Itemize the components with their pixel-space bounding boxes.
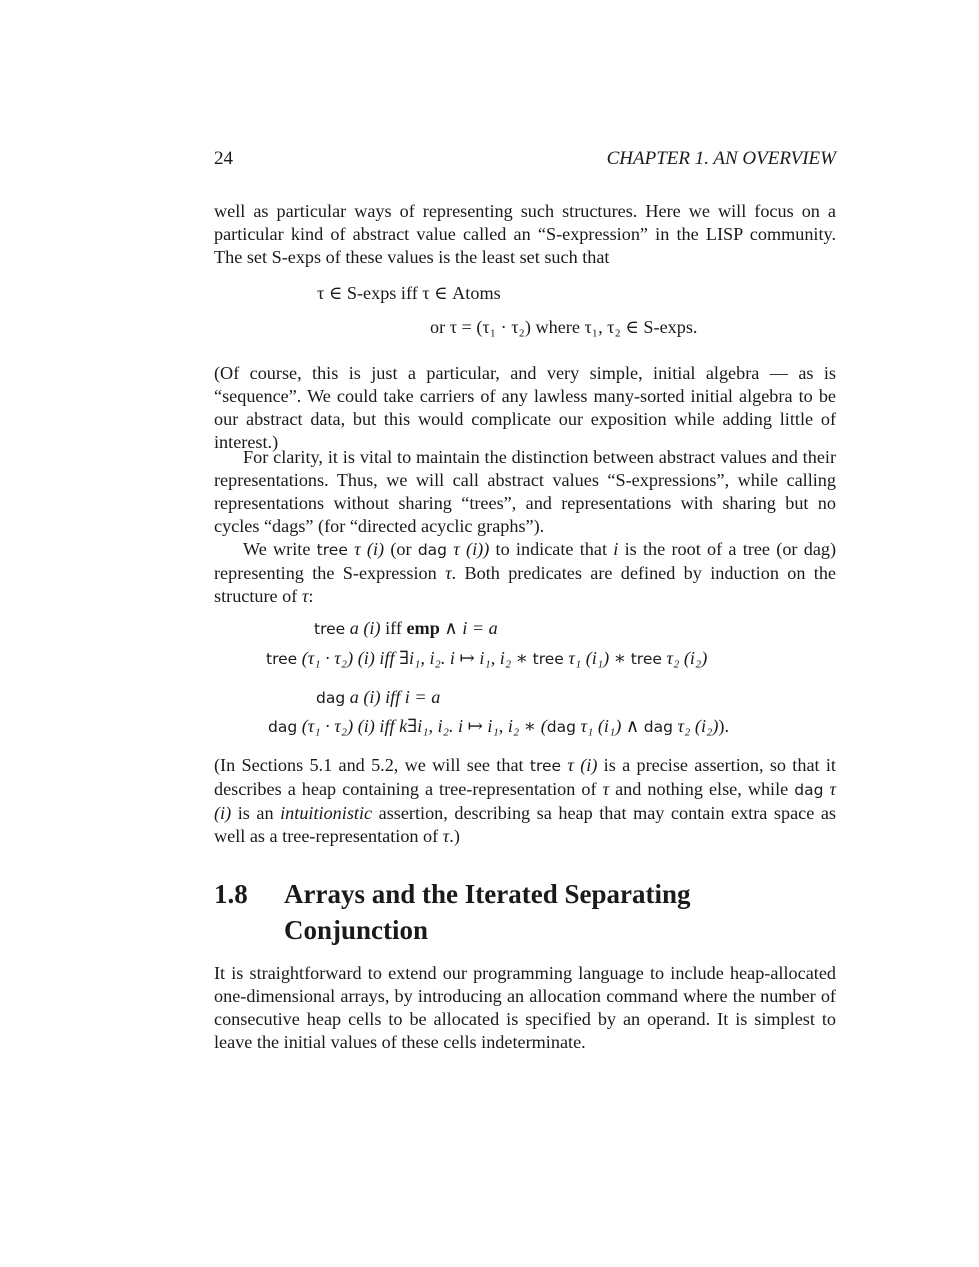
p4-text-c: is the root of a tree (or dag) representing the S-expression (214, 539, 837, 583)
tree-args: τ (i) (354, 539, 385, 559)
dag-predicate: dag (546, 718, 576, 736)
tree-predicate: tree (532, 650, 564, 668)
tree-predicate: tree (314, 620, 346, 638)
tree-predicate: tree (529, 757, 562, 775)
p5-text-d: is an (231, 803, 281, 823)
and-operator: ∧ (621, 716, 644, 736)
running-head: CHAPTER 1. AN OVERVIEW (606, 148, 836, 169)
p5-text-f: assertion, describing sa heap that may contain extra space as well as a tree-representation of (214, 803, 836, 846)
tree-predicate: tree (630, 650, 662, 668)
or-text: (or (390, 539, 412, 559)
tree-pair-definition (266, 647, 707, 671)
p5-text-b: is a precise assertion, so that it describes a heap containing a tree-representation of (214, 755, 836, 799)
atom-args: a (i) (349, 687, 381, 707)
section-number: 1.8 (214, 879, 248, 909)
intuitionistic-word: intuitionistic (280, 803, 373, 823)
pair-args: (τ₁ · τ₂) (i) (301, 648, 375, 668)
iff-text: iff (380, 618, 407, 638)
tau2-args: τ₂ (i₂) (666, 648, 708, 668)
p4-text-d: . Both predicates are defined by induction on the structure of (214, 563, 836, 606)
dag-predicate: dag (316, 689, 346, 707)
tau-variable: τ (301, 586, 309, 606)
tau2-args: τ₂ (i₂) (677, 716, 719, 736)
tau-variable: τ (445, 563, 452, 583)
dag-predicate: dag (794, 781, 824, 799)
emp-keyword: emp (406, 618, 440, 638)
p5-text-c: and nothing else, while (609, 779, 795, 799)
dag-pair-definition (268, 715, 729, 739)
tau1-args: τ₁ (i₁) (580, 716, 622, 736)
tree-pair-rhs: iff ∃i₁, i₂. i ↦ i₁, i₂ ∗ (374, 648, 533, 668)
dag-predicate: dag (643, 718, 673, 736)
page-number: 24 (214, 148, 233, 169)
tau-variable: τ (602, 779, 610, 799)
paragraph-6: It is straightforward to extend our programming language to include heap-allocated one-dimensional arrays, by introducing an allocation command where the number of consecutive heap cells to be allocated is specified by an operand. It is simplest to leave the initial values of these cells indeterminate. (214, 963, 836, 1052)
p4-text-a: We write (243, 539, 317, 559)
dag-pair-rhs: iff k∃i₁, i₂. i ↦ i₁, i₂ ∗ ( (374, 716, 547, 736)
dag-args: τ (i) (214, 779, 836, 823)
tree-predicate: tree (316, 541, 348, 559)
section-heading (214, 876, 836, 948)
dag-args: τ (i)) (453, 539, 490, 559)
dag-predicate: dag (417, 541, 447, 559)
i-variable: i (613, 539, 619, 559)
p4-text-b: to indicate that (489, 539, 614, 559)
atom-args: a (i) (349, 618, 381, 638)
tree-atom-definition (314, 617, 498, 641)
dag-atom-definition (316, 686, 440, 710)
dag-atom-tail: iff i = a (380, 687, 441, 707)
paragraph-2: (Of course, this is just a particular, and very simple, initial algebra — as is “sequence”. We could take carriers of any lawless many-sorted initial algebra to be our abstract data, but this would complicate our exposition while adding little of interest.) (214, 363, 836, 452)
tree-args: τ (i) (567, 755, 598, 775)
page-header (214, 148, 836, 174)
paper-page (214, 148, 837, 1052)
p5-text-a: (In Sections 5.1 and 5.2, we will see that (214, 755, 530, 775)
paragraph-4: We write tree τ (i) (or dag τ (i)) to indicate that i is the root of a tree (or dag) representing the S-expression τ. Both predicates are defined by induction on the structure of τ: (214, 539, 837, 606)
paragraph-5: (In Sections 5.1 and 5.2, we will see that tree τ (i) is a precise assertion, so that it describes a heap containing a tree-representation of τ and nothing else, while dag τ (i) is an intuitionistic assertion, describing sa heap that may contain extra space as well as a tree-representation of τ.) (214, 755, 836, 846)
star-operator: ∗ (609, 648, 631, 668)
pair-args: (τ₁ · τ₂) (i) (301, 716, 375, 736)
sexp-definition-text-1: τ ∈ S-exps iff τ ∈ Atoms (317, 283, 501, 303)
tree-atom-tail: ∧ i = a (439, 618, 498, 638)
sexp-definition-line-2 (430, 316, 697, 339)
closing-paren: ). (718, 716, 729, 736)
tree-predicate: tree (266, 650, 298, 668)
sexp-definition-line-1 (317, 282, 501, 305)
paragraph-1: well as particular ways of representing such structures. Here we will focus on a particular kind of abstract value called an “S-expression” in the LISP community. The set S-exps of these values is the least set such that (214, 201, 836, 267)
section-title: Arrays and the Iterated Separating Conjunction (284, 879, 691, 945)
tau1-args: τ₁ (i₁) (568, 648, 610, 668)
paragraph-3: For clarity, it is vital to maintain the distinction between abstract values and their representations. Thus, we will call abstract values “S-expressions”, while calling representations without sharing “trees”, and representations with sharing but no cycles “dags” (for “directed acyclic graphs”). (214, 447, 836, 536)
tau-variable: τ (442, 826, 450, 846)
sexp-definition-text-2: or τ = (τ₁ · τ₂) where τ₁, τ₂ ∈ S-exps. (430, 317, 698, 337)
dag-predicate: dag (268, 718, 298, 736)
